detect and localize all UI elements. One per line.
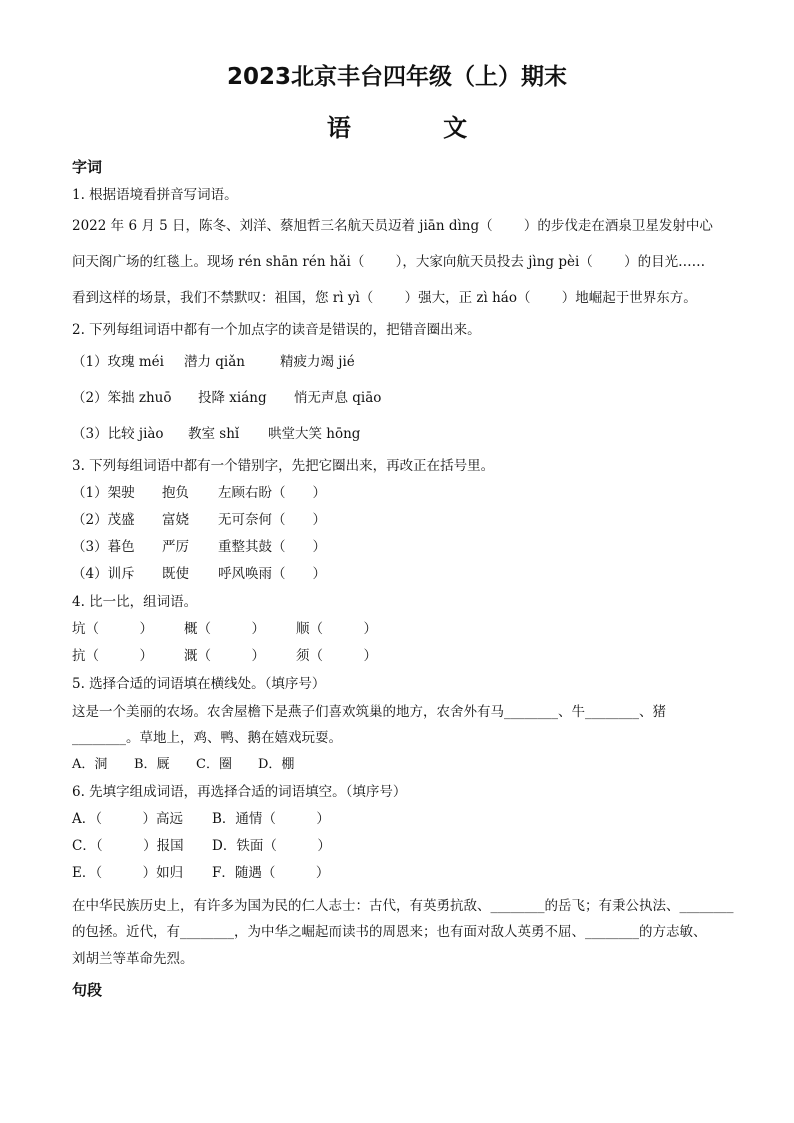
q5-option: B．厩 <box>134 757 170 772</box>
q6-paragraph-1: 在中华民族历史上，有许多为国为民的仁人志士：古代，有英勇抗敌、________的岳飞；有秉公执法、________ <box>72 898 734 914</box>
q6-paragraph-2: 的包拯。近代，有________，为中华之崛起而读书的周恩来；也有面对敌人英勇不屈、________的方志敏、 <box>72 924 707 940</box>
q3-item: 严厉 <box>162 539 189 555</box>
q2-item: 教室 shǐ <box>188 426 240 442</box>
q3-row <box>72 510 326 530</box>
q3-row <box>72 564 326 584</box>
q4-row <box>72 619 377 639</box>
q2-prompt: 2. 下列每组词语中都有一个加点字的读音是错误的，把错音圈出来。 <box>72 322 481 338</box>
q6-row <box>72 809 330 829</box>
q1-prompt: 1. 根据语境看拼音写词语。 <box>72 187 238 203</box>
q3-prompt: 3. 下列每组词语中都有一个错别字，先把它圈出来，再改正在括号里。 <box>72 458 495 474</box>
q2-row <box>72 424 360 444</box>
page-title: 2023北京丰台四年级（上）期末 <box>226 64 567 90</box>
q4-prompt: 4. 比一比，组词语。 <box>72 594 198 610</box>
q1-line-3: 看到这样的场景，我们不禁默叹：祖国，您 rì yì（ ）强大，正 zì háo（ ）地崛起于世界东方。 <box>72 290 697 306</box>
q4-item: 溉（ ） <box>184 648 265 664</box>
q6-item: C．（ ）报国 <box>72 838 184 854</box>
q1-line-1: 2022 年 6 月 5 日，陈冬、刘洋、蔡旭哲三名航天员迈着 jiān dìng（ ）的步伐走在酒泉卫星发射中心 <box>72 218 713 234</box>
q6-prompt: 6. 先填字组成词语，再选择合适的词语填空。（填序号） <box>72 784 407 800</box>
q2-item: 哄堂大笑 hōng <box>268 426 361 442</box>
q5-option: D．棚 <box>258 757 295 772</box>
q3-item: 呼风唤雨（ ） <box>218 566 326 582</box>
q6-item: F．随遇（ ） <box>212 865 330 881</box>
q6-row <box>72 863 329 883</box>
q2-item: （2）笨拙 zhuō <box>72 390 172 406</box>
section-heading-ciyu: 字词 <box>72 158 103 176</box>
q4-row <box>72 646 377 666</box>
q4-item: 抗（ ） <box>72 648 153 664</box>
section-heading-juduan: 句段 <box>72 981 103 999</box>
q1-line-2: 问天阁广场的红毯上。现场 rén shān rén hǎi（ ），大家向航天员投去 jìng pèi（ ）的目光…… <box>72 254 706 270</box>
q3-item: （4）训斥 <box>72 566 135 582</box>
q2-item: 悄无声息 qiāo <box>294 390 382 406</box>
q6-item: A．（ ）高远 <box>72 811 183 827</box>
q5-option: A．洞 <box>72 757 108 772</box>
q5-line-1: 这是一个美丽的农场。农舍屋檐下是燕子们喜欢筑巢的地方，农舍外有马________、牛________、猪 <box>72 704 666 720</box>
q5-line-2: ________。草地上，鸡、鸭、鹅在嬉戏玩耍。 <box>72 730 342 746</box>
q3-item: 无可奈何（ ） <box>218 512 326 528</box>
q3-item: 左顾右盼（ ） <box>218 485 326 501</box>
q4-item: 顺（ ） <box>296 621 377 637</box>
q5-option: C．圈 <box>196 757 232 772</box>
q3-item: 抱负 <box>162 485 189 501</box>
q2-row <box>72 388 381 408</box>
q2-item: 潜力 qiǎn <box>184 354 245 370</box>
q3-item: 富娆 <box>162 512 189 528</box>
q4-item: 概（ ） <box>184 621 265 637</box>
q6-item: B．通情（ ） <box>212 811 330 827</box>
q3-item: （2）茂盛 <box>72 512 135 528</box>
q3-row <box>72 483 326 503</box>
q6-item: D．铁面（ ） <box>212 838 331 854</box>
q2-item: （1）玫瑰 méi <box>72 354 164 370</box>
subject-title: 语 文 <box>326 114 510 142</box>
q2-item: 投降 xiáng <box>198 390 267 406</box>
q2-row <box>72 352 355 372</box>
q5-options <box>72 755 294 775</box>
q3-item: 重整其鼓（ ） <box>218 539 326 555</box>
q3-row <box>72 537 326 557</box>
q4-item: 坑（ ） <box>72 621 153 637</box>
q2-item: （3）比较 jiào <box>72 426 164 442</box>
q3-item: （3）暮色 <box>72 539 135 555</box>
q3-item: 既使 <box>162 566 189 582</box>
q5-prompt: 5. 选择合适的词语填在横线处。（填序号） <box>72 676 326 692</box>
q3-item: （1）架驶 <box>72 485 135 501</box>
q6-row <box>72 836 331 856</box>
q6-paragraph-3: 刘胡兰等革命先烈。 <box>72 951 194 967</box>
q4-item: 须（ ） <box>296 648 377 664</box>
q6-item: E．（ ）如归 <box>72 865 184 881</box>
q2-item: 精疲力竭 jié <box>280 354 355 370</box>
